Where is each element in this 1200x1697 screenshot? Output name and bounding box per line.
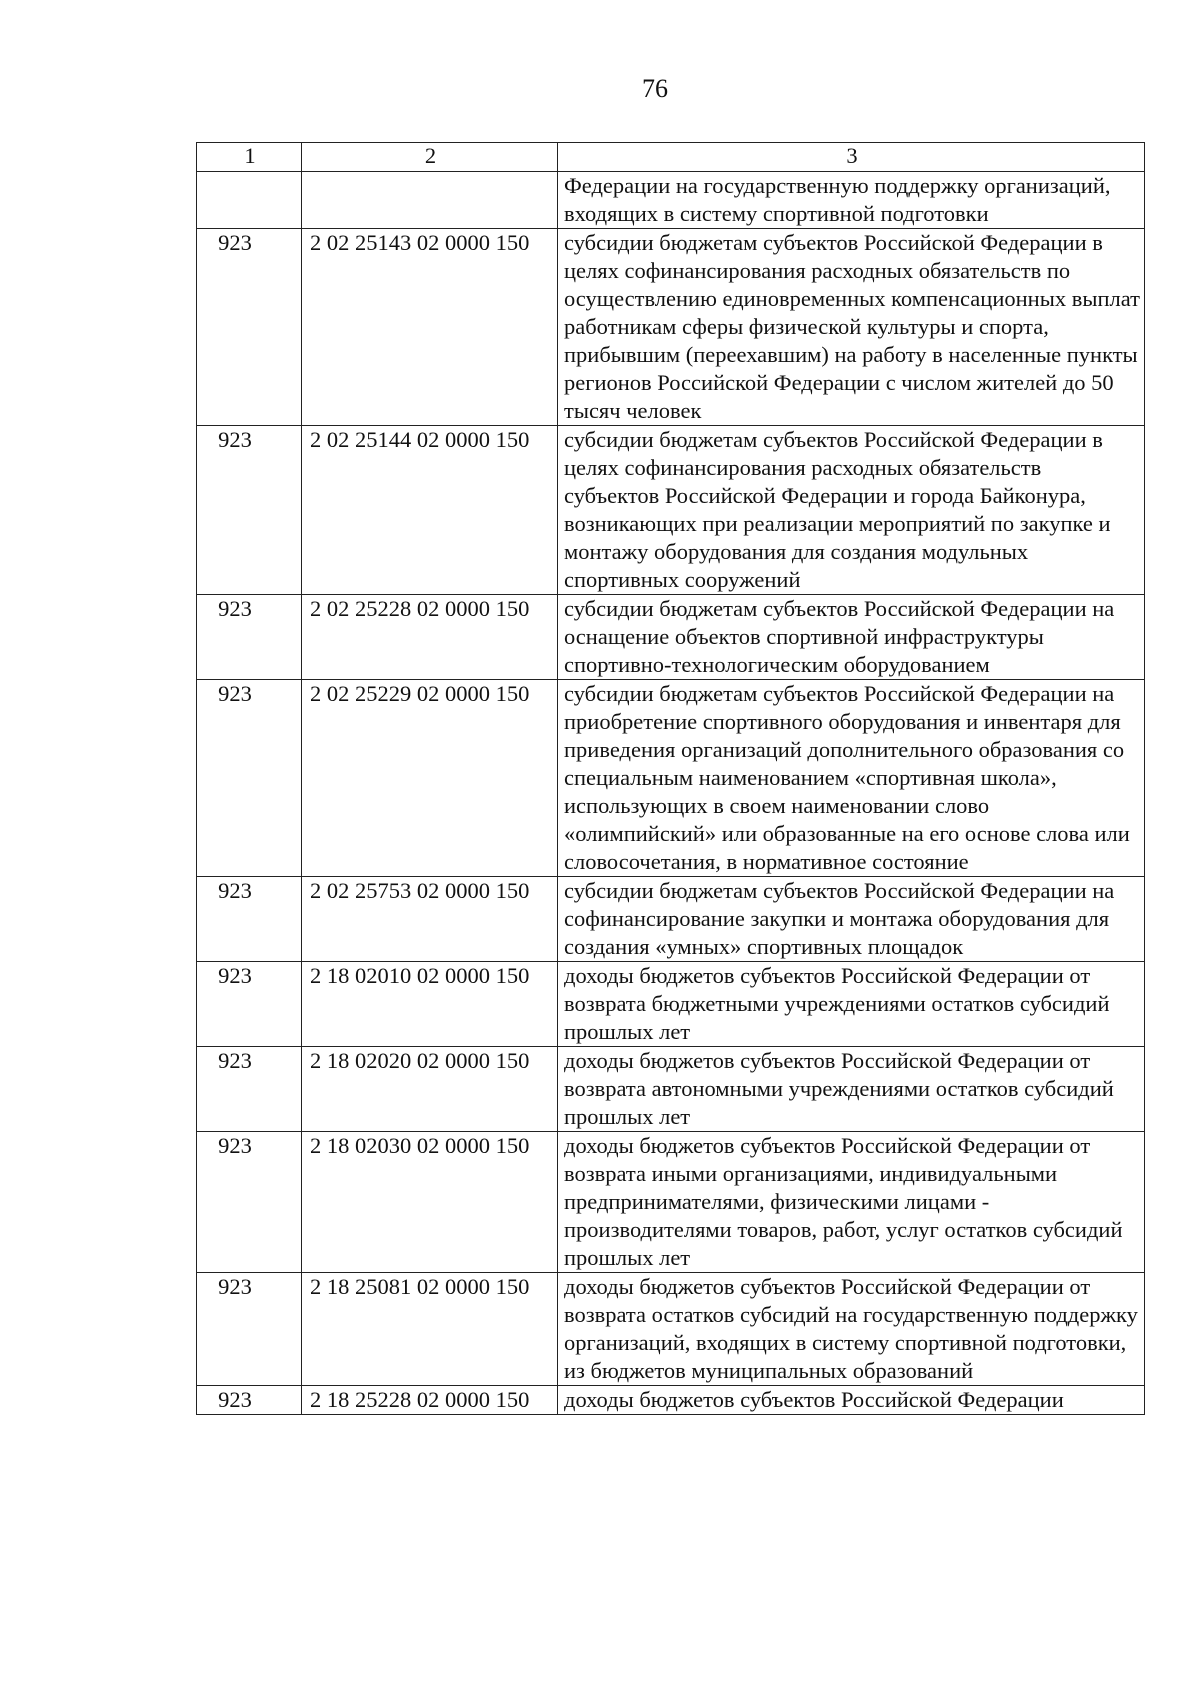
budget-code-cell: 2 18 25228 02 0000 150 bbox=[302, 1386, 558, 1415]
description-cell: субсидии бюджетам субъектов Российской Федерации на софинансирование закупки и монтажа оборудования для создания «умных» спортивных площадок bbox=[558, 877, 1145, 962]
budget-code-cell: 2 02 25753 02 0000 150 bbox=[302, 877, 558, 962]
description-cell: доходы бюджетов субъектов Российской Федерации bbox=[558, 1386, 1145, 1415]
table-row bbox=[197, 229, 1145, 426]
description-cell: субсидии бюджетам субъектов Российской Федерации в целях софинансирования расходных обязательств субъектов Российской Федерации и города Байконура, возникающих при реализации мероприятий по закупке и монтажу оборудования для создания модульных спортивных сооружений bbox=[558, 426, 1145, 595]
budget-code-cell: 2 02 25143 02 0000 150 bbox=[302, 229, 558, 426]
table-row bbox=[197, 595, 1145, 680]
description-cell: доходы бюджетов субъектов Российской Федерации от возврата остатков субсидий на государственную поддержку организаций, входящих в систему спортивной подготовки, из бюджетов муниципальных образований bbox=[558, 1273, 1145, 1386]
admin-code-cell: 923 bbox=[197, 426, 302, 595]
description-cell: субсидии бюджетам субъектов Российской Федерации на оснащение объектов спортивной инфраструктуры спортивно-технологическим оборудованием bbox=[558, 595, 1145, 680]
budget-code-cell: 2 02 25229 02 0000 150 bbox=[302, 680, 558, 877]
column-header-3: 3 bbox=[558, 143, 1145, 172]
admin-code-cell: 923 bbox=[197, 877, 302, 962]
table-header-row bbox=[197, 143, 1145, 172]
admin-code-cell bbox=[197, 172, 302, 229]
table-row bbox=[197, 426, 1145, 595]
table-row bbox=[197, 1386, 1145, 1415]
budget-code-cell: 2 18 02030 02 0000 150 bbox=[302, 1132, 558, 1273]
budget-code-cell: 2 18 25081 02 0000 150 bbox=[302, 1273, 558, 1386]
admin-code-cell: 923 bbox=[197, 962, 302, 1047]
admin-code-cell: 923 bbox=[197, 1273, 302, 1386]
budget-code-cell: 2 02 25228 02 0000 150 bbox=[302, 595, 558, 680]
budget-code-cell: 2 18 02020 02 0000 150 bbox=[302, 1047, 558, 1132]
admin-code-cell: 923 bbox=[197, 595, 302, 680]
income-codes-table bbox=[196, 142, 1145, 1415]
admin-code-cell: 923 bbox=[197, 1132, 302, 1273]
admin-code-cell: 923 bbox=[197, 1047, 302, 1132]
description-cell: субсидии бюджетам субъектов Российской Федерации в целях софинансирования расходных обязательств по осуществлению единовременных компенсационных выплат работникам сферы физической культуры и спорта, прибывшим (переехавшим) на работу в населенные пункты регионов Российской Федерации с числом жителей до 50 тысяч человек bbox=[558, 229, 1145, 426]
description-cell: доходы бюджетов субъектов Российской Федерации от возврата бюджетными учреждениями остатков субсидий прошлых лет bbox=[558, 962, 1145, 1047]
table-row bbox=[197, 1047, 1145, 1132]
table-row bbox=[197, 877, 1145, 962]
page-number: 76 bbox=[642, 74, 668, 103]
column-header-1: 1 bbox=[197, 143, 302, 172]
table-row bbox=[197, 1132, 1145, 1273]
budget-code-cell: 2 18 02010 02 0000 150 bbox=[302, 962, 558, 1047]
table-row bbox=[197, 962, 1145, 1047]
description-cell: субсидии бюджетам субъектов Российской Федерации на приобретение спортивного оборудования и инвентаря для приведения организаций дополнительного образования со специальным наименованием «спортивная школа», использующих в своем наименовании слово «олимпийский» или образованные на его основе слова или словосочетания, в нормативное состояние bbox=[558, 680, 1145, 877]
budget-code-cell: 2 02 25144 02 0000 150 bbox=[302, 426, 558, 595]
description-cell: доходы бюджетов субъектов Российской Федерации от возврата автономными учреждениями остатков субсидий прошлых лет bbox=[558, 1047, 1145, 1132]
budget-code-cell bbox=[302, 172, 558, 229]
admin-code-cell: 923 bbox=[197, 680, 302, 877]
description-cell: доходы бюджетов субъектов Российской Федерации от возврата иными организациями, индивидуальными предпринимателями, физическими лицами - производителями товаров, работ, услуг остатков субсидий прошлых лет bbox=[558, 1132, 1145, 1273]
table-row bbox=[197, 172, 1145, 229]
table-row bbox=[197, 1273, 1145, 1386]
table-row bbox=[197, 680, 1145, 877]
column-header-2: 2 bbox=[302, 143, 558, 172]
description-cell: Федерации на государственную поддержку организаций, входящих в систему спортивной подготовки bbox=[558, 172, 1145, 229]
admin-code-cell: 923 bbox=[197, 229, 302, 426]
admin-code-cell: 923 bbox=[197, 1386, 302, 1415]
